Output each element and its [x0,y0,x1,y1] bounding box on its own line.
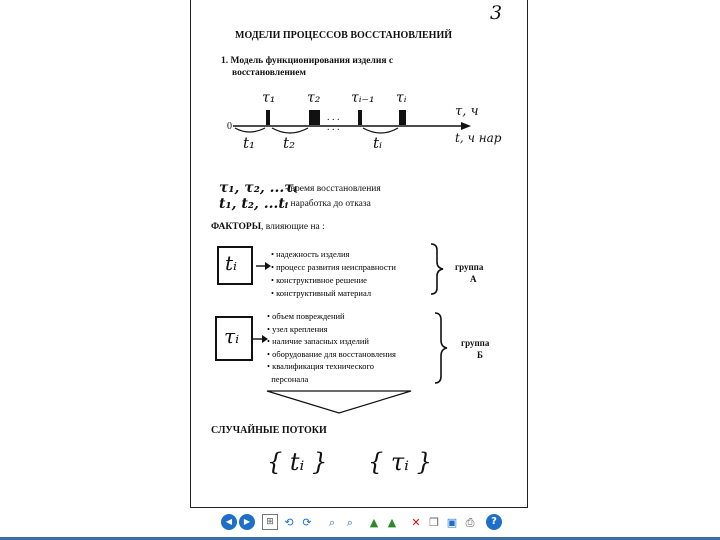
t-i-label: tᵢ [373,134,383,152]
timeline-origin: 0 [227,121,232,132]
group-a-box [217,246,253,285]
list-item: • квалификация технического [267,361,374,371]
group-a-label: группа [455,262,484,272]
group-b-brace [435,313,447,383]
tau-2-label: τ₂ [307,90,321,106]
tau-i-label: τᵢ [396,90,407,106]
legend-tau-symbols: τ₁, τ₂, ...τᵢ [219,180,297,196]
list-item: персонала [271,373,309,384]
last-page-icon[interactable]: ▶ [239,514,255,530]
factors-heading-bold: ФАКТОРЫ [211,222,262,232]
timeline-brace [235,128,265,132]
tau-i-minus-1-label: τᵢ₋₁ [351,90,375,106]
delete-icon[interactable]: ✕ [411,515,421,529]
group-a-list [271,248,396,300]
forward-icon[interactable]: ⟳ [302,515,312,529]
list-item: • процесс развития неисправности [271,262,396,272]
flow-t: { tᵢ } [267,448,328,476]
document-page [190,0,528,508]
timeline-repair-mark [266,110,270,125]
save-icon[interactable]: ▣ [446,515,458,529]
model-heading-line1: 1. Модель функционирования изделия с [221,56,394,66]
tree-icon[interactable]: ▲ [369,515,379,529]
funnel-triangle [267,391,411,413]
t-1-label: t₁ [243,134,256,152]
group-b-label: группа [461,338,490,348]
page-number: 3 [490,2,503,24]
zoom-in-icon[interactable]: ⌕ [328,515,336,529]
group-b-box [215,316,253,361]
group-b-list [267,310,396,385]
legend-t-text: - наработка до отказа [285,199,371,209]
timeline-arrow [461,122,471,130]
random-flows-heading: СЛУЧАЙНЫЕ ПОТОКИ [211,425,327,436]
factors-heading [211,222,325,232]
model-heading-line2: восстановлением [232,68,306,78]
flow-tau: { τᵢ } [368,448,432,476]
group-b-symbol: τᵢ [224,324,240,348]
timeline-repair-mark [358,110,362,125]
list-item: • узел крепления [267,323,328,334]
tree-icon[interactable]: ▲ [387,515,397,529]
page-title: МОДЕЛИ ПРОЦЕССОВ ВОССТАНОВЛЕНИЙ [235,30,453,41]
timeline-brace [363,128,398,133]
help-icon[interactable]: ? [486,514,502,530]
list-item: • конструктивный материал [271,288,372,298]
legend-t-symbols: t₁, t₂, ...tᵢ [219,196,289,212]
timeline-brace [272,128,308,133]
tau-axis-label: τ, ч [455,104,479,119]
tau-1-label: τ₁ [262,90,276,106]
timeline-ellipsis: . . . [327,122,340,133]
back-icon[interactable]: ⟲ [284,515,294,529]
list-item: • наличие запасных изделий [267,336,369,346]
copy-icon[interactable]: ❐ [429,515,439,529]
list-item: • оборудование для восстановления [267,348,396,359]
group-a-brace [431,244,443,294]
t-axis-label: t, ч нар [455,131,502,145]
first-page-icon[interactable]: ◀ [221,514,237,530]
factors-heading-suffix: , влияющие на : [261,222,325,232]
timeline-ellipsis: . . . [327,112,340,123]
viewer-toolbar [0,510,720,536]
timeline-repair-mark [399,110,406,125]
timeline-repair-mark [309,110,320,125]
list-item: • надежность изделия [271,249,350,259]
group-a-letter: А [470,274,477,284]
zoom-out-icon[interactable]: ⌕ [346,515,354,529]
list-item: • объем повреждений [267,311,345,321]
print-icon[interactable]: ⎙ [465,515,475,529]
group-b-letter: Б [477,350,483,360]
legend-tau-text: - время восстановления [285,184,381,194]
group-a-symbol: tᵢ [225,251,238,275]
list-item: • конструктивное решение [271,275,367,285]
grid-icon[interactable]: ⊞ [262,514,278,530]
t-2-label: t₂ [283,134,296,152]
